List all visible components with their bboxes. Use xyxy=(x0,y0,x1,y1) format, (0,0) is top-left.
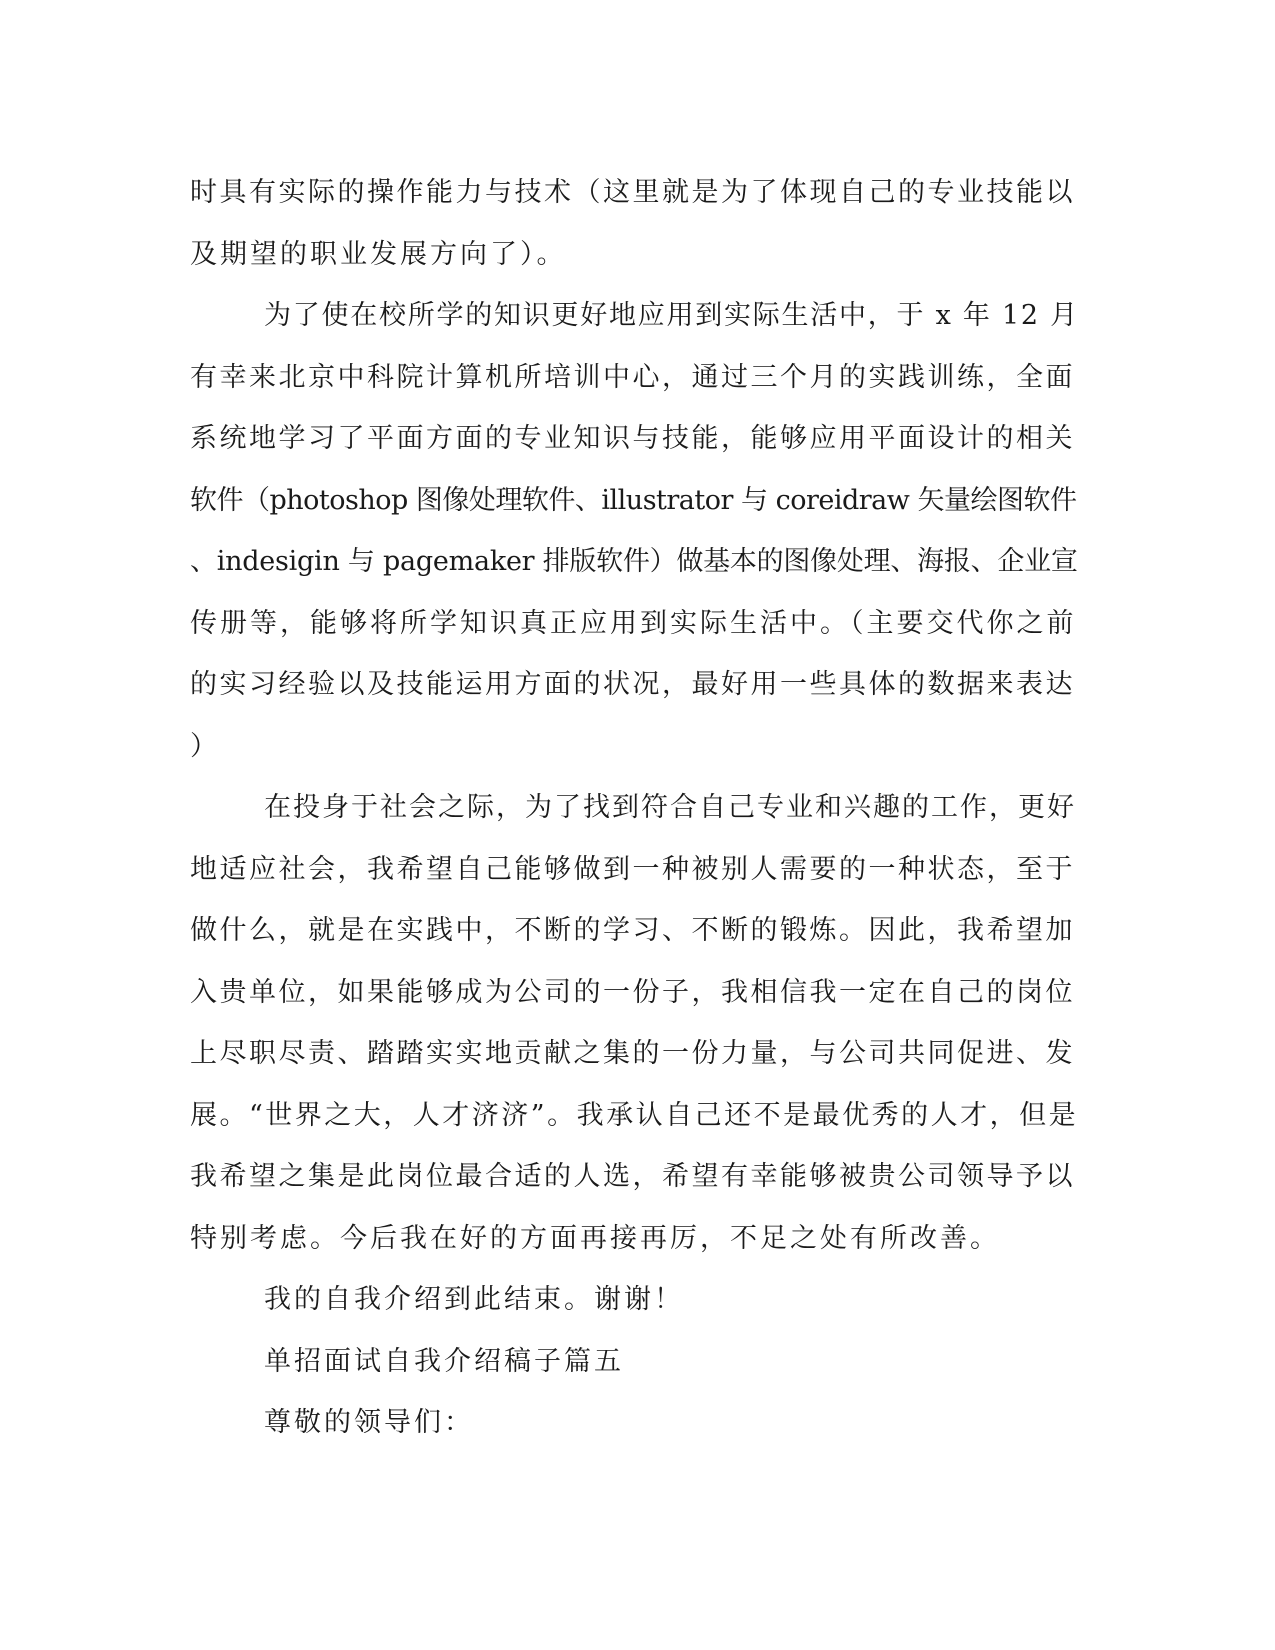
text-line: 、indesigin 与 pagemaker 排版软件）做基本的图像处理、海报、企业宣 xyxy=(190,546,1078,577)
text-line: 我的自我介绍到此结束。谢谢！ xyxy=(264,1284,684,1315)
document-body xyxy=(190,162,1080,1454)
text-line: 为了使在校所学的知识更好地应用到实际生活中，于 x 年 12 月 xyxy=(264,300,1079,331)
text-line: 特别考虑。今后我在好的方面再接再厉，不足之处有所改善。 xyxy=(190,1222,1000,1254)
text-line: 入贵单位，如果能够成为公司的一份子，我相信我一定在自己的岗位 xyxy=(190,976,1075,1008)
text-line: 地适应社会，我希望自己能够做到一种被别人需要的一种状态，至于 xyxy=(190,853,1075,885)
text-line: 时具有实际的操作能力与技术（这里就是为了体现自己的专业技能以 xyxy=(190,177,1075,208)
text-line: 及期望的职业发展方向了）。 xyxy=(190,238,567,270)
text-line: 有幸来北京中科院计算机所培训中心，通过三个月的实践训练，全面 xyxy=(190,361,1075,393)
text-line: 系统地学习了平面方面的专业知识与技能，能够应用平面设计的相关 xyxy=(190,423,1075,454)
text-line: 做什么，就是在实践中，不断的学习、不断的锻炼。因此，我希望加 xyxy=(190,915,1075,946)
text-line: 尊敬的领导们： xyxy=(264,1407,474,1438)
text-line: 上尽职尽责、踏踏实实地贡献之集的一份力量，与公司共同促进、发 xyxy=(190,1038,1075,1069)
text-line: 的实习经验以及技能运用方面的状况，最好用一些具体的数据来表达 xyxy=(190,669,1075,700)
text-line: 展。“世界之大，人才济济”。我承认自己还不是最优秀的人才，但是 xyxy=(190,1099,1079,1131)
text-line: 在投身于社会之际，为了找到符合自己专业和兴趣的工作，更好 xyxy=(264,792,1076,823)
text-line: 软件（photoshop 图像处理软件、illustrator 与 coreidraw 矢量绘图软件 xyxy=(190,484,1077,516)
text-line: 单招面试自我介绍稿子篇五 xyxy=(264,1345,624,1377)
text-line: 我希望之集是此岗位最合适的人选，希望有幸能够被贵公司领导予以 xyxy=(190,1161,1075,1192)
text-line: 传册等，能够将所学知识真正应用到实际生活中。（主要交代你之前 xyxy=(190,607,1077,639)
text-line: ） xyxy=(190,730,220,762)
